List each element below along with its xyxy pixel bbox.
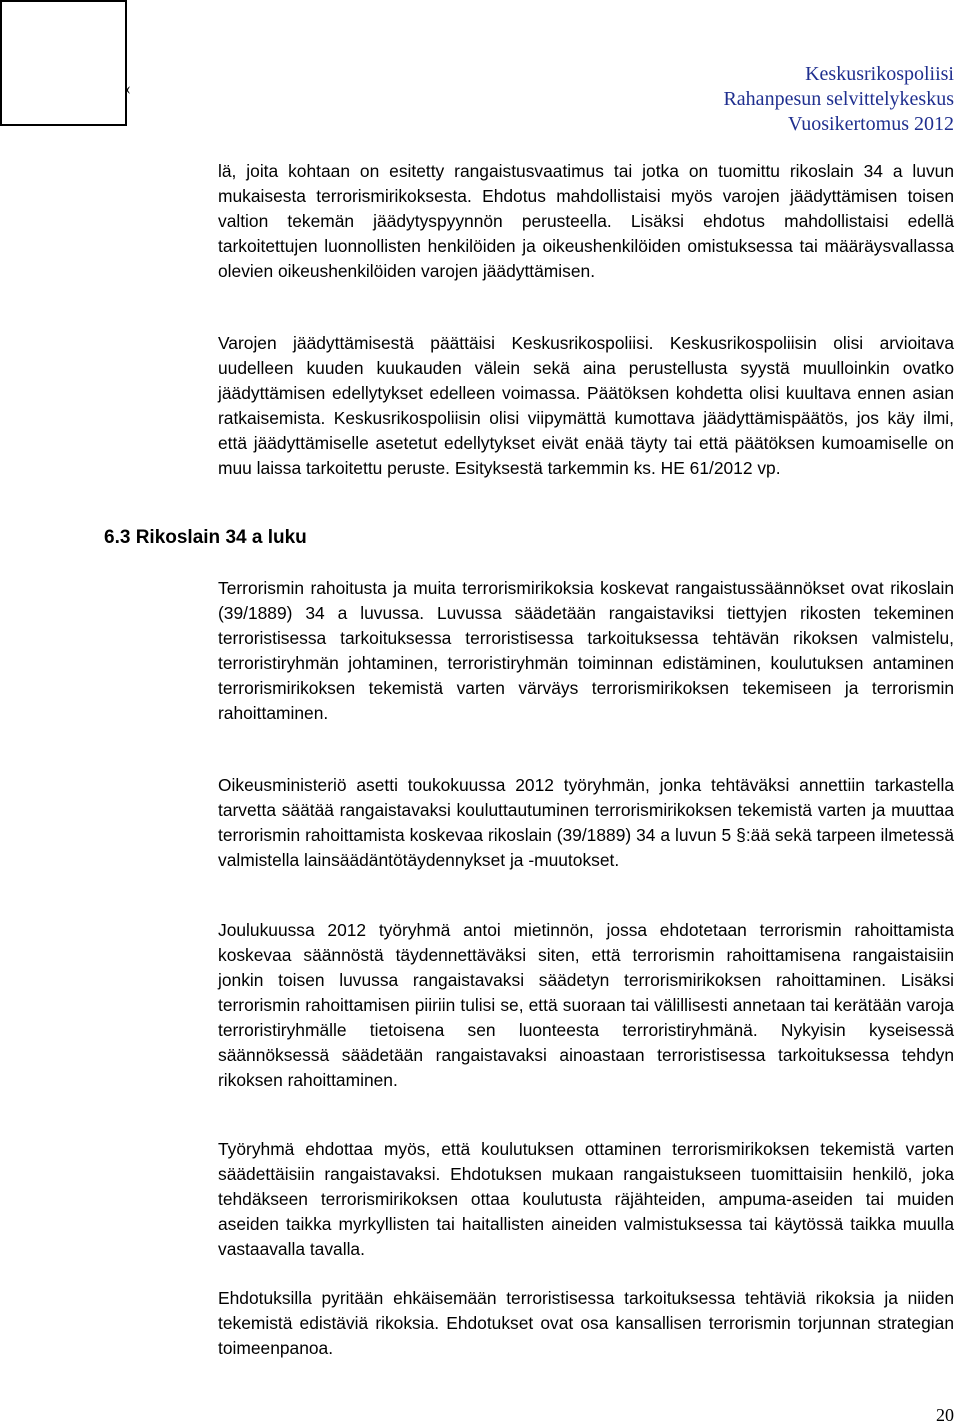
header-report: Vuosikertomus 2012 bbox=[787, 113, 954, 135]
section-heading: 6.3 Rikoslain 34 a luku bbox=[104, 527, 307, 548]
paragraph: Oikeusministeriö asetti toukokuussa 2012 työryhmän, jonka tehtäväksi annettiin tarkastella tarvetta säätää rangaistavaksi kouluttautuminen terrorismirikoksen tekemistä varten ja muuttaa terrorismin rahoittamista koskevaa rikoslain (39/1889) 34 a luvun 5 §:ää sekä tarpeen ilmetessä valmistella lainsäädäntötäydennykset ja -muutokset. bbox=[218, 775, 954, 870]
paragraph: Työryhmä ehdottaa myös, että koulutuksen ottaminen terrorismirikoksen tekemistä varten säädettäisiin rangaistavaksi. Ehdotuksen mukaan rangaistukseen tuomittaisiin henkilö, joka tehdäkseen terrorismirikoksen ottaa koulutusta räjähteiden, ampuma-aseiden tai muiden aseiden taikka myrkyllisten tai haitallisten aineiden valmistuksessa tai käytössä taikka muulla vastaavalla tavalla. bbox=[218, 1139, 954, 1259]
paragraph: Ehdotuksilla pyritään ehkäisemään terroristisessa tarkoituksessa tehtäviä rikoksia ja niiden tekemistä edistäviä rikoksia. Ehdotukset ovat osa kansallisen terrorismin torjunnan strategian toimeenpanoa. bbox=[218, 1288, 954, 1358]
paragraph: Terrorismin rahoitusta ja muita terrorismirikoksia koskevat rangaistussäännökset ovat rikoslain (39/1889) 34 a luvussa. Luvussa säädetään rangaistaviksi tiettyjen rikosten tekeminen terroristisessa tarkoituksessa terroristisessa tarkoituksessa tehtävän rikoksen valmistelu, terroristiryhmän johtaminen, terroristiryhmän toiminnan edistäminen, koulutuksen antaminen terrorismirikoksen tekemistä varten värväys terrorismirikoksen tekemiseen ja terrorismin rahoittaminen. bbox=[218, 578, 954, 723]
logo-placeholder bbox=[0, 0, 131, 126]
header-unit: Rahanpesun selvittelykeskus bbox=[723, 88, 954, 110]
paragraph: Varojen jäädyttämisestä päättäisi Keskusrikospoliisi. Keskusrikospoliisin olisi arvioitava uudelleen kuuden kuukauden välein sekä aina perustellusta syystä muulloinkin ovatko jäädyttämisen edellytykset edelleen voimassa. Päätöksen kohdetta olisi kuultava ennen asian ratkaisemista. Keskusrikospoliisin olisi viipymättä kumottava jäädyttämispäätös, jos käy ilmi, että jäädyttämiselle asetetut edellytykset eivät enää täyty tai että päätöksen kumoamiselle on muu laissa tarkoitettu peruste. Esityksestä tarkemmin ks. HE 61/2012 vp. bbox=[218, 333, 954, 478]
paragraph: lä, joita kohtaan on esitetty rangaistusvaatimus tai jotka on tuomittu rikoslain 34 a luvun mukaisesta terrorismirikoksesta. Ehdotus mahdollistaisi myös varojen jäädyttämisen toisen valtion tekemän jäädytyspyynnön perusteella. Lisäksi ehdotus mahdollistaisi edellä tarkoitettujen luonnollisten henkilöiden ja oikeushenkilöiden omistuksessa tai määräysvallassa olevien oikeushenkilöiden varojen jäädyttämisen. bbox=[218, 161, 954, 281]
paragraph: Joulukuussa 2012 työryhmä antoi mietinnön, jossa ehdotetaan terrorismin rahoittamista koskevaa säännöstä täydennettäväksi siten, että terrorismin rahoittamisena rangaistaisiin jonkin toisen luvussa rangaistavaksi säädetyn terrorismirikoksen rahoittaminen. Lisäksi terrorismin rahoittamisen piiriin tulisi se, että suoraan tai välillisesti annetaan tai kerätään varoja terroristiryhmälle tietoisena sen luonteesta terroristiryhmänä. Nykyisin kyseisessä säännöksessä säädetään rangaistavaksi ainoastaan terroristisessa tarkoituksessa tehdyn rikoksen rahoittaminen. bbox=[218, 920, 954, 1090]
document-header bbox=[723, 62, 954, 137]
header-organization: Keskusrikospoliisi bbox=[805, 63, 954, 85]
logo-mark: ‹ bbox=[125, 78, 131, 98]
page-number: 20 bbox=[936, 1405, 954, 1425]
